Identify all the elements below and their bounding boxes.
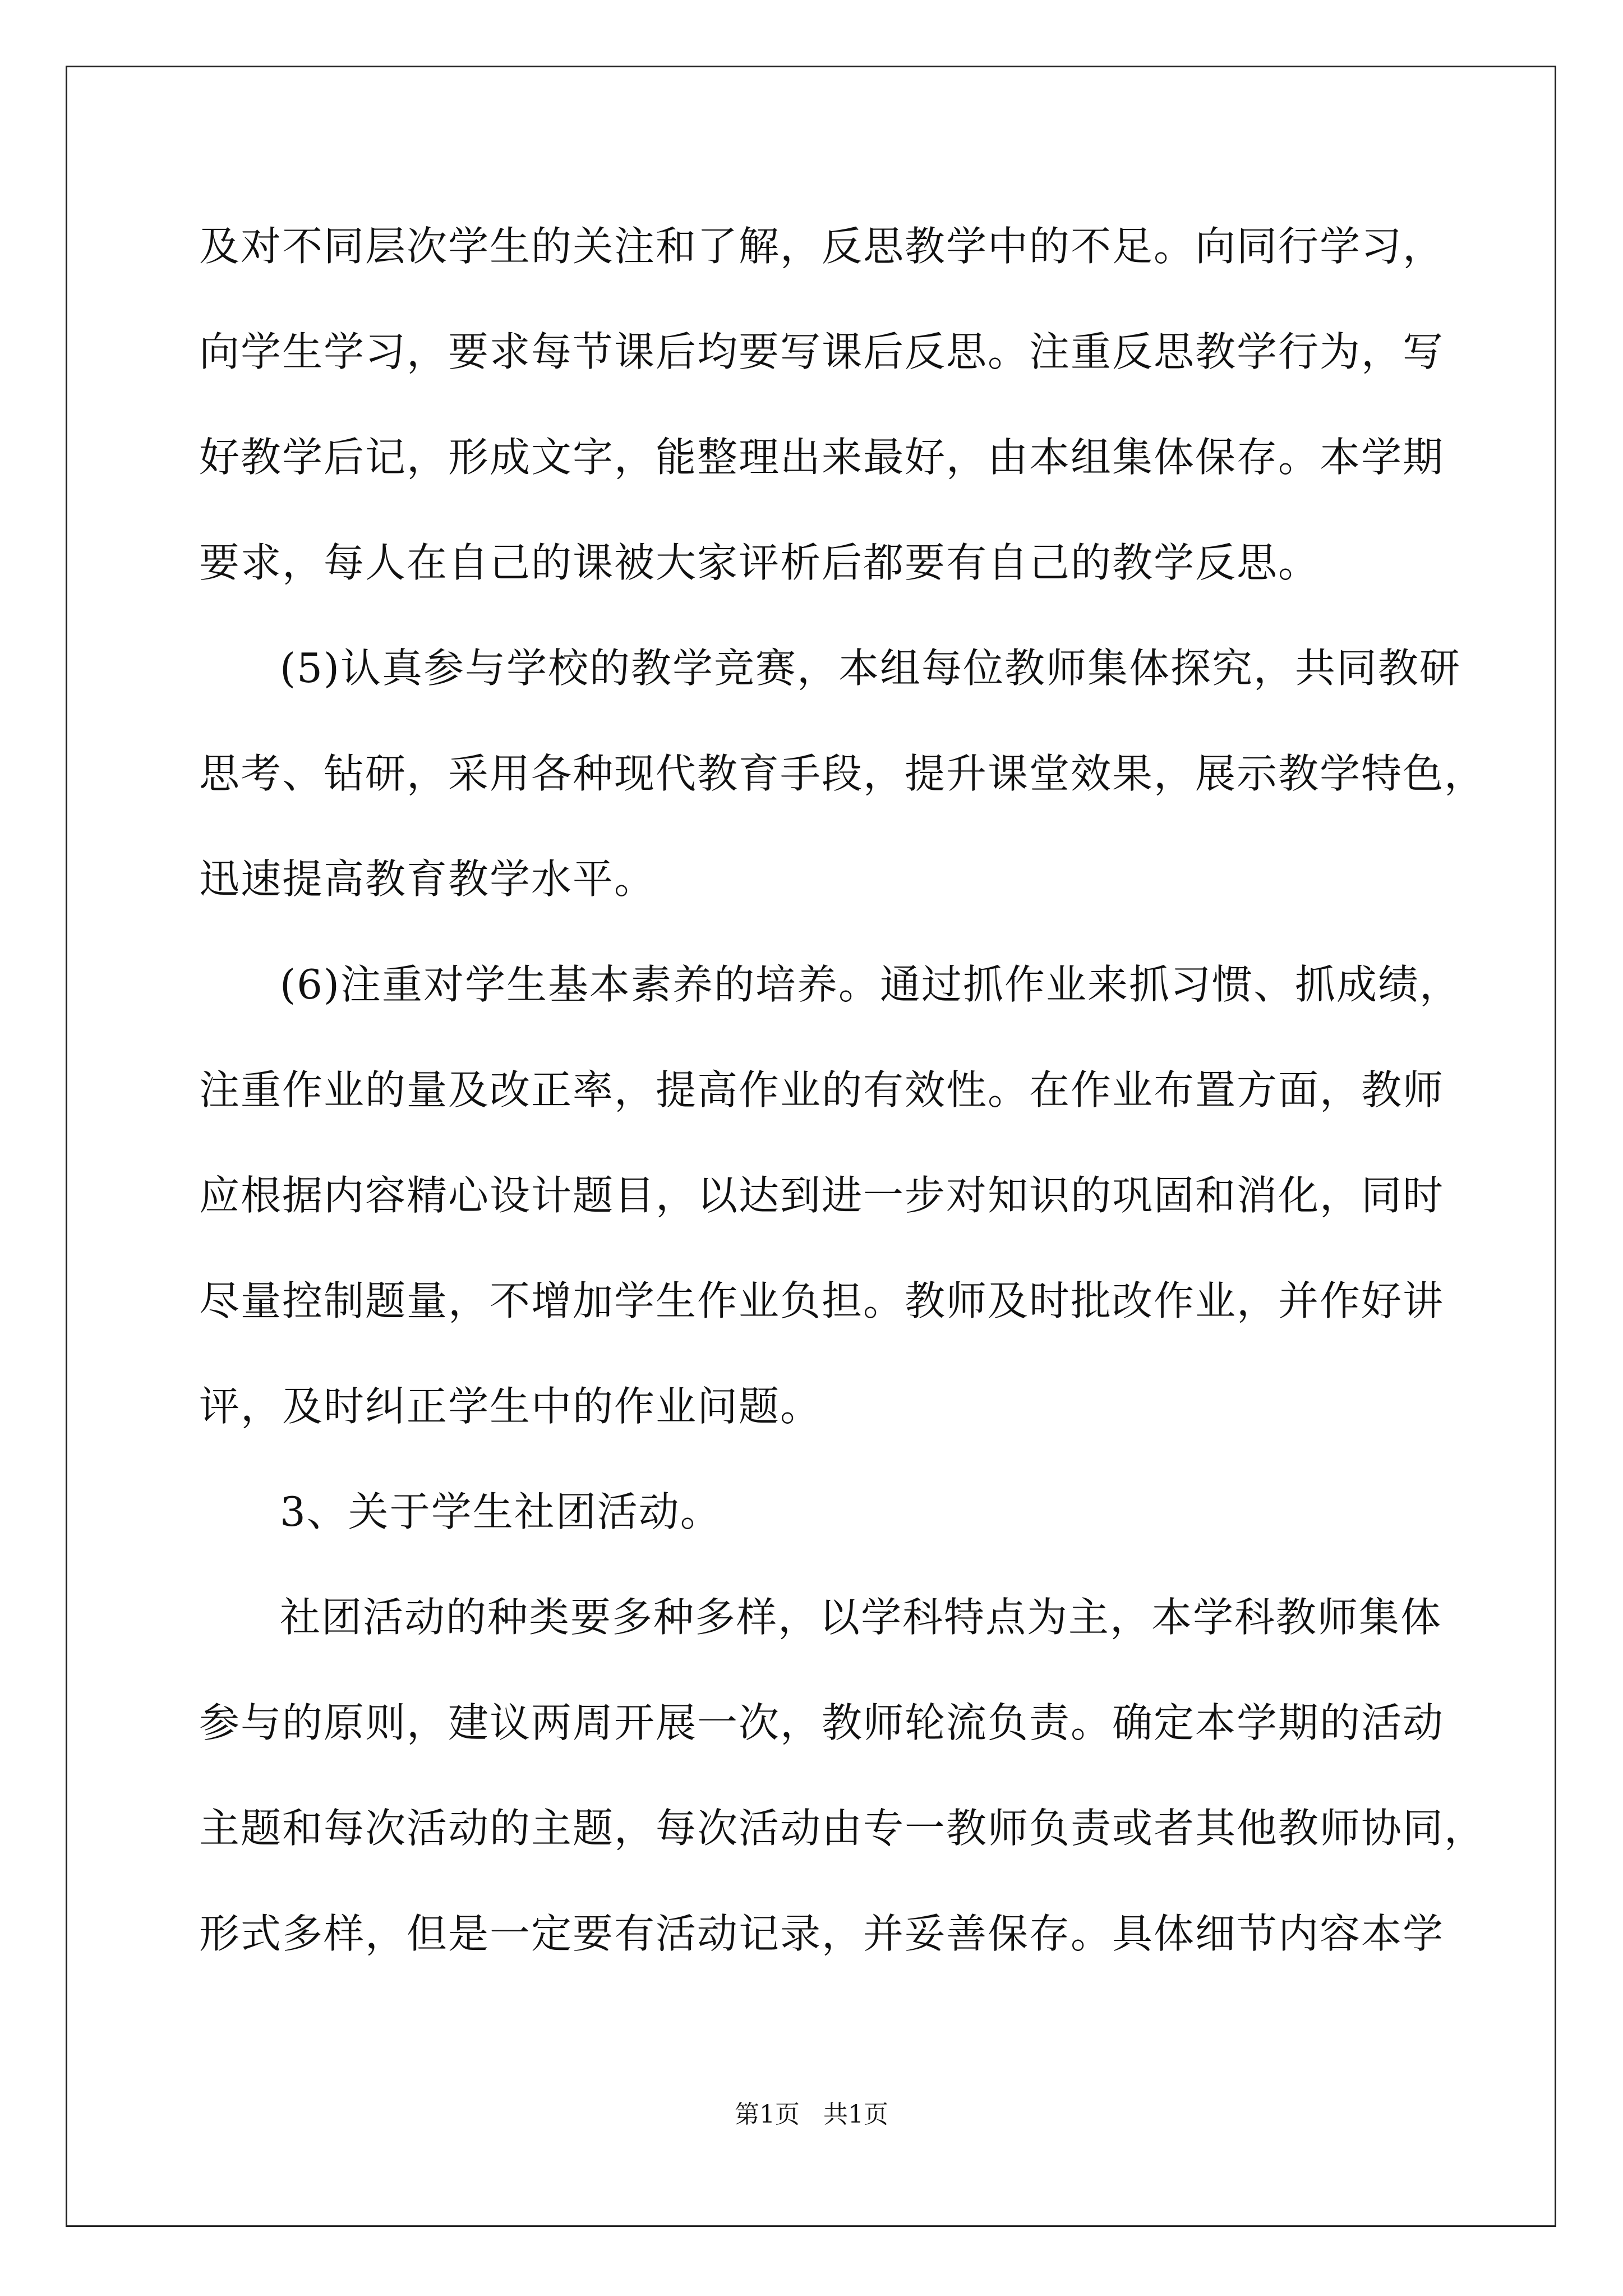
text-line: 参与的原则，建议两周开展一次，教师轮流负责。确定本学期的活动 xyxy=(199,1699,1445,1746)
total-pages: 共1页 xyxy=(823,2100,888,2129)
text-line: 主题和每次活动的主题，每次活动由专一教师负责或者其他教师协同， xyxy=(199,1805,1486,1852)
page-footer xyxy=(0,2098,1623,2132)
text-line: 形式多样，但是一定要有活动记录，并妥善保存。具体细节内容本学 xyxy=(199,1910,1445,1957)
text-line: 迅速提高教育教学水平。 xyxy=(199,855,656,903)
text-line: 尽量控制题量，不增加学生作业负担。教师及时批改作业，并作好讲 xyxy=(199,1277,1445,1324)
text-line: 应根据内容精心设计题目，以达到进一步对知识的巩固和消化，同时 xyxy=(199,1172,1445,1219)
text-line: 注重作业的量及改正率，提高作业的有效性。在作业布置方面，教师 xyxy=(199,1066,1445,1114)
document-body xyxy=(199,194,1486,1986)
section-heading-3: 3、关于学生社团活动。 xyxy=(280,1488,722,1535)
text-line: 要求，每人在自己的课被大家评析后都要有自己的教学反思。 xyxy=(199,539,1320,586)
text-line: 好教学后记，形成文字，能整理出来最好，由本组集体保存。本学期 xyxy=(199,434,1445,481)
paragraph-clubs-start: 社团活动的种类要多种多样，以学科特点为主，本学科教师集体 xyxy=(280,1594,1442,1641)
text-line: 向学生学习，要求每节课后均要写课后反思。注重反思教学行为，写 xyxy=(199,328,1445,375)
text-line: 评，及时纠正学生中的作业问题。 xyxy=(199,1383,822,1430)
paragraph-item-5-start: (5)认真参与学校的教学竞赛，本组每位教师集体探究，共同教研 xyxy=(280,645,1461,692)
page-number: 第1页 xyxy=(735,2100,800,2129)
text-line: 及对不同层次学生的关注和了解，反思教学中的不足。向同行学习， xyxy=(199,223,1445,270)
paragraph-item-6-start: (6)注重对学生基本素养的培养。通过抓作业来抓习惯、抓成绩， xyxy=(280,961,1461,1008)
text-line: 思考、钻研，采用各种现代教育手段，提升课堂效果，展示教学特色， xyxy=(199,750,1486,797)
